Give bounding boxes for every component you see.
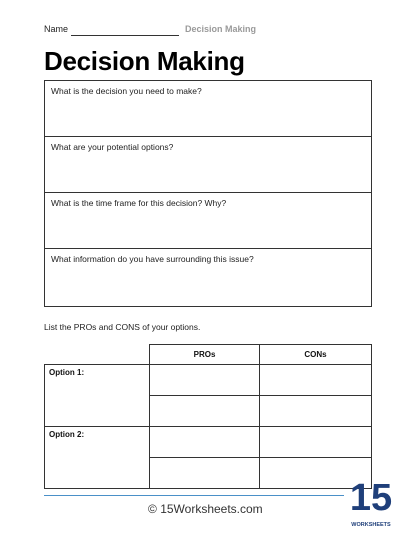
question-text: What is the time frame for this decision? Why?: [51, 198, 227, 208]
question-box[interactable]: [45, 193, 371, 249]
name-line[interactable]: [71, 35, 179, 36]
table-header-row: [45, 345, 372, 365]
footer-text[interactable]: [148, 502, 263, 516]
footer-line: [44, 495, 344, 496]
pros-header: PROs: [150, 345, 260, 365]
name-label: Name: [44, 24, 69, 34]
pros-cons-table: [44, 344, 372, 489]
table-row: [45, 427, 372, 458]
logo-number: 15: [349, 477, 393, 519]
question-box[interactable]: [45, 249, 371, 306]
pros-cell[interactable]: [150, 458, 260, 489]
question-box[interactable]: [45, 137, 371, 193]
table-row: [45, 365, 372, 396]
copyright-icon: ©: [148, 502, 157, 516]
header-title: Decision Making: [185, 24, 257, 34]
blank-header-cell: [45, 345, 150, 365]
footer-site: 15Worksheets.com: [160, 502, 263, 516]
worksheets-logo: [349, 470, 393, 532]
cons-header: CONs: [260, 345, 372, 365]
question-box[interactable]: [45, 81, 371, 137]
option-label: Option 2:: [45, 427, 150, 489]
question-text: What are your potential options?: [51, 142, 174, 152]
pros-cell[interactable]: [150, 365, 260, 396]
page-title: Decision Making: [44, 46, 245, 76]
question-text: What is the decision you need to make?: [51, 86, 202, 96]
option-label: Option 1:: [45, 365, 150, 427]
logo-text: WORKSHEETS: [351, 522, 391, 528]
question-table: [44, 80, 372, 307]
cons-cell[interactable]: [260, 365, 372, 396]
pros-cell[interactable]: [150, 396, 260, 427]
cons-cell[interactable]: [260, 427, 372, 458]
pros-cell[interactable]: [150, 427, 260, 458]
instructions: List the PROs and CONS of your options.: [44, 322, 201, 332]
question-text: What information do you have surrounding this issue?: [51, 254, 254, 264]
cons-cell[interactable]: [260, 396, 372, 427]
